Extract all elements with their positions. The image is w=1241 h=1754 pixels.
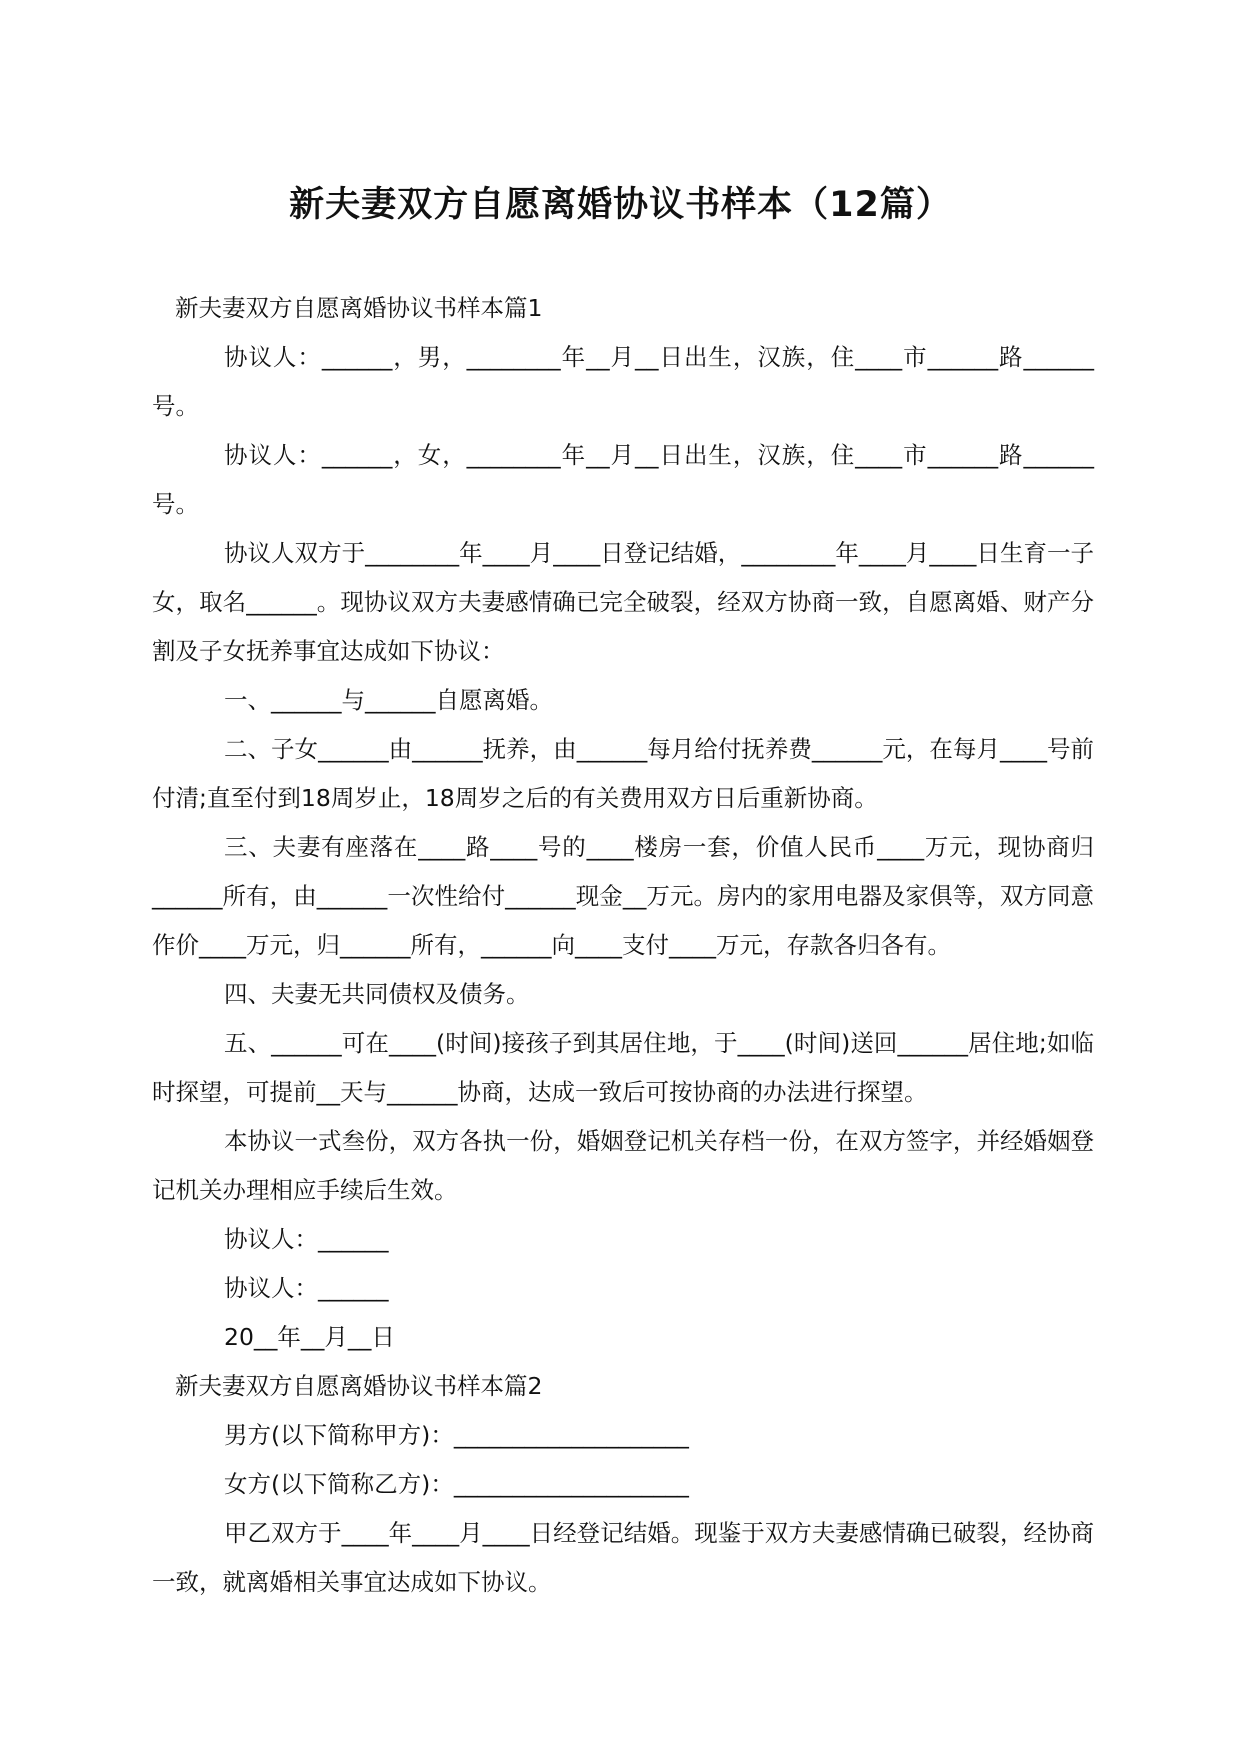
- date-line: 20__年__月__日: [224, 1323, 395, 1351]
- paragraph: 协议人双方于________年____月____日登记结婚，________年____月____日生育一子女，取名______。现协议双方夫妻感情确已完全破裂，经双方协商一致，自愿离婚、财产分割及子女抚养事宜达成如下协议：: [152, 539, 1094, 665]
- paragraph: 二、子女______由______抚养，由______每月给付抚养费______元，在每月____号前付清;直至付到18周岁止，18周岁之后的有关费用双方日后重新协商。: [152, 735, 1094, 812]
- section-heading: 新夫妻双方自愿离婚协议书样本篇2: [175, 1372, 543, 1400]
- paragraph: 三、夫妻有座落在____路____号的____楼房一套，价值人民币____万元，现协商归______所有，由______一次性给付______现金__万元。房内的家用电器及家俱等，双方同意作价____万元，归______所有，______向____支付____万元，存款各归各有。: [152, 833, 1094, 959]
- section-heading: 新夫妻双方自愿离婚协议书样本篇1: [175, 294, 543, 322]
- paragraph: 女方(以下简称乙方)：____________________: [224, 1470, 689, 1498]
- paragraph: 五、______可在____(时间)接孩子到其居住地，于____(时间)送回______居住地;如临时探望，可提前__天与______协商，达成一致后可按协商的办法进行探望。: [152, 1029, 1094, 1106]
- paragraph: 协议人：______，女，________年__月__日出生，汉族，住____市______路______号。: [152, 441, 1094, 518]
- signature-line: 协议人：______: [224, 1274, 389, 1302]
- paragraph: 四、夫妻无共同债权及债务。: [224, 980, 530, 1008]
- paragraph: 本协议一式叁份，双方各执一份，婚姻登记机关存档一份，在双方签字，并经婚姻登记机关办理相应手续后生效。: [152, 1127, 1094, 1204]
- document-body: [152, 284, 1094, 1607]
- signature-line: 协议人：______: [224, 1225, 389, 1253]
- document-title: 新夫妻双方自愿离婚协议书样本（12篇）: [289, 185, 952, 226]
- paragraph: 一、______与______自愿离婚。: [224, 686, 553, 714]
- paragraph: 协议人：______，男，________年__月__日出生，汉族，住____市______路______号。: [152, 343, 1094, 420]
- paragraph: 甲乙双方于____年____月____日经登记结婚。现鉴于双方夫妻感情确已破裂，经协商一致，就离婚相关事宜达成如下协议。: [152, 1519, 1094, 1596]
- paragraph: 男方(以下简称甲方)：____________________: [224, 1421, 689, 1449]
